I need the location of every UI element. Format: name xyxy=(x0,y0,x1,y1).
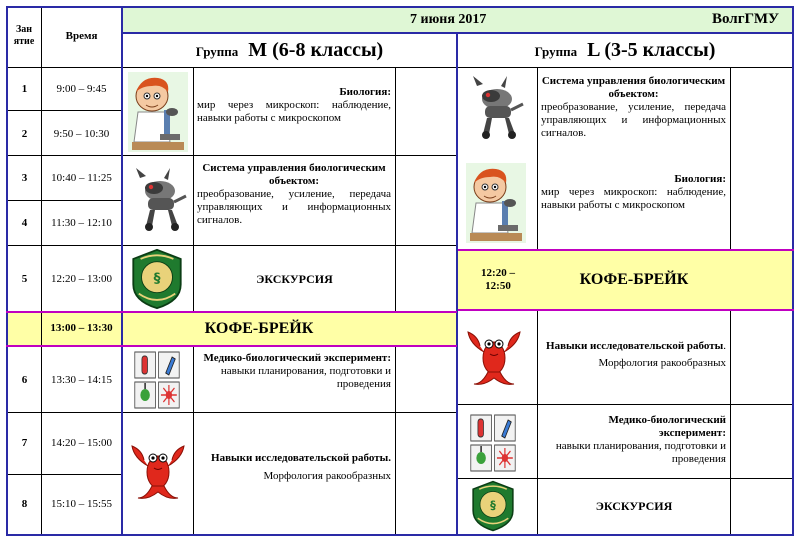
m-medbio-title: Медико-биологический эксперимент: xyxy=(203,352,391,364)
m-coffee-break: КОФЕ-БРЕЙК xyxy=(204,320,314,337)
l-medbio-lesson xyxy=(541,414,726,466)
l-biology-title: Биология: xyxy=(674,173,726,185)
lesson-time-8: 15:10 – 15:55 xyxy=(50,498,113,510)
org-name: ВолгГМУ xyxy=(712,11,780,27)
m-research-title: Навыки исследовательской работы. xyxy=(211,452,391,464)
l-system-lesson xyxy=(541,75,726,140)
lesson-time-4: 11:30 – 12:10 xyxy=(51,217,112,229)
l-medbio-title: Медико-биологический эксперимент: xyxy=(608,414,726,439)
m-research-text: Морфология ракообразных xyxy=(263,470,391,482)
l-research-title-line xyxy=(541,340,726,353)
group-l-word: Группа xyxy=(534,44,578,59)
crayfish-icon xyxy=(464,326,524,388)
group-m-header xyxy=(123,36,456,66)
date-title: 7 июня 2017 xyxy=(410,12,487,27)
lesson-column-header: Зан ятие xyxy=(13,24,35,47)
lab-equipment-icon xyxy=(470,414,516,472)
group-m-word: Группа xyxy=(195,44,239,59)
coffee-break-time: 13:00 – 13:30 xyxy=(50,322,113,334)
robot-dog-icon xyxy=(467,74,527,140)
lesson-time-7: 14:20 – 15:00 xyxy=(50,437,113,449)
m-biology-lesson xyxy=(197,86,391,125)
l-coffee-time xyxy=(460,267,536,293)
l-system-title: Система управления биологическим объектом: xyxy=(541,75,726,100)
lesson-time-5: 12:20 – 13:00 xyxy=(50,273,113,285)
m-excursion: ЭКСКУРСИЯ xyxy=(256,272,333,286)
l-excursion: ЭКСКУРСИЯ xyxy=(595,499,673,513)
l-coffee-time-end: 12:50 xyxy=(485,280,511,292)
time-column-header: Время xyxy=(65,30,98,42)
lesson-number-4: 4 xyxy=(21,217,28,229)
l-medbio-text: навыки планирования, подготовки и проведения xyxy=(555,440,726,465)
m-system-lesson xyxy=(197,162,391,227)
lesson-number-1: 1 xyxy=(21,83,28,95)
lesson-number-5: 5 xyxy=(21,273,28,285)
m-biology-text: мир через микроскоп: наблюдение, навыки работы с микроскопом xyxy=(197,99,391,124)
l-research-text: Морфология ракообразных xyxy=(598,357,726,369)
l-biology-text: мир через микроскоп: наблюдение, навыки работы с микроскопом xyxy=(541,186,726,211)
group-l-header xyxy=(458,36,792,66)
university-emblem-icon xyxy=(464,480,522,532)
group-m-label: M (6-8 классы) xyxy=(248,39,384,61)
l-research-title-dot: . xyxy=(723,340,726,352)
lesson-time-1: 9:00 – 9:45 xyxy=(56,83,107,95)
m-research-lesson xyxy=(197,452,391,483)
lab-equipment-icon xyxy=(134,351,180,409)
group-l-label: L (3-5 классы) xyxy=(587,39,716,61)
m-medbio-lesson xyxy=(197,352,391,391)
l-coffee-break: КОФЕ-БРЕЙК xyxy=(579,271,689,288)
lesson-number-2: 2 xyxy=(21,128,28,140)
l-coffee-time-start: 12:20 – xyxy=(481,267,515,279)
lesson-time-2: 9:50 – 10:30 xyxy=(53,128,110,140)
lesson-number-8: 8 xyxy=(21,498,28,510)
l-system-text: преобразование, усиление, передача управляющих и информационных сигналов. xyxy=(541,101,726,139)
m-system-text: преобразование, усиление, передача управляющих и информационных сигналов. xyxy=(197,188,391,226)
scientist-microscope-icon xyxy=(466,163,526,243)
lesson-number-7: 7 xyxy=(21,437,28,449)
m-system-title: Система управления биологическим объектом: xyxy=(202,162,386,187)
lesson-number-6: 6 xyxy=(21,374,28,386)
university-emblem-icon xyxy=(127,248,187,310)
lesson-time-6: 13:30 – 14:15 xyxy=(50,374,113,386)
crayfish-icon xyxy=(128,440,188,502)
l-research-lesson xyxy=(541,340,726,370)
l-research-title: Навыки исследовательской работы xyxy=(546,340,724,352)
m-biology-title: Биология: xyxy=(339,86,391,98)
lesson-number-3: 3 xyxy=(21,172,28,184)
scientist-microscope-icon xyxy=(128,72,188,152)
m-medbio-text: навыки планирования, подготовки и проведения xyxy=(220,365,391,390)
robot-dog-icon xyxy=(130,166,190,232)
l-biology-lesson xyxy=(541,173,726,212)
lesson-time-3: 10:40 – 11:25 xyxy=(51,172,112,184)
